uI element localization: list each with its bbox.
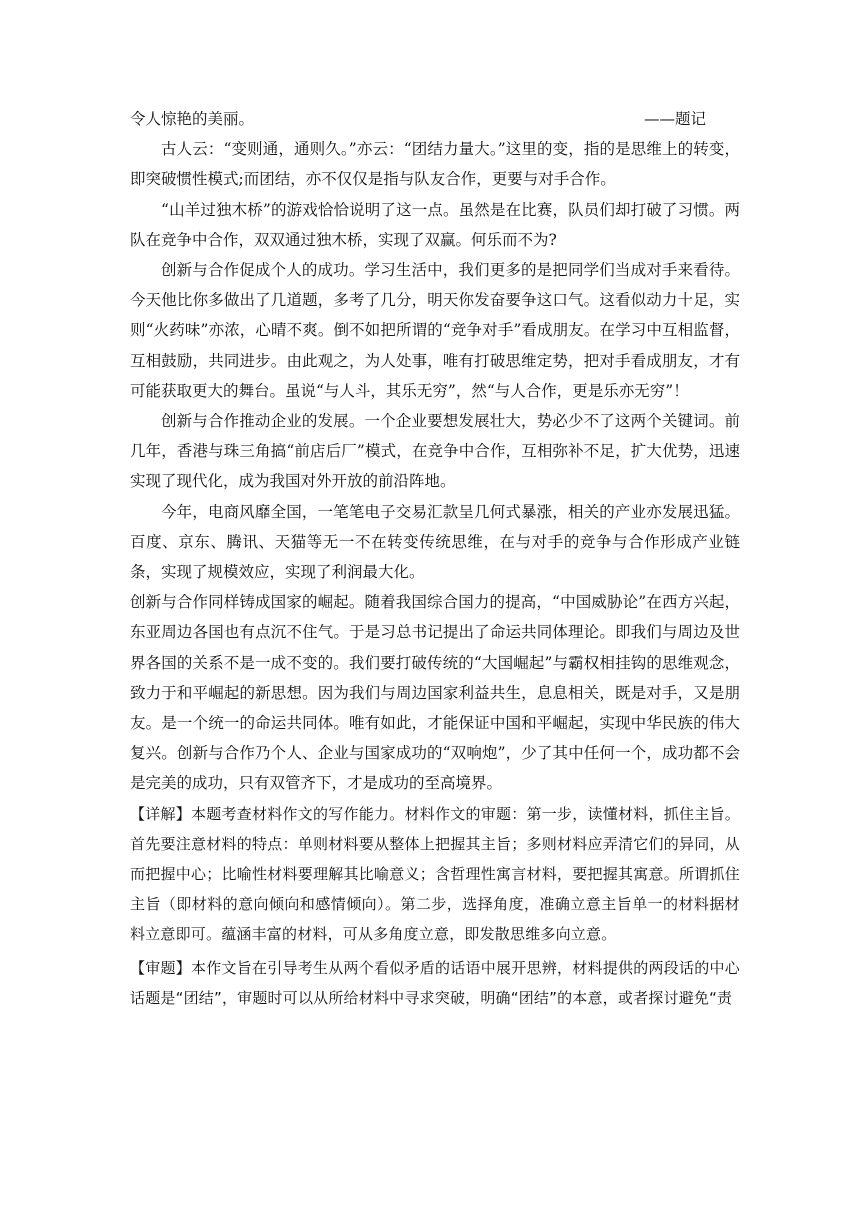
essay-paragraph: 今年，电商风靡全国，一笔笔电子交易汇款呈几何式暴涨，相关的产业亦发展迅猛。百度、京东、腾讯、天猫等无一不在转变传统思维，在与对手的竞争与合作形成产业链条，实现了规模效应，实现了利润最大化。 [130, 502, 740, 582]
detail-analysis-paragraph: 【详解】本题考查材料作文的写作能力。材料作文的审题：第一步，读懂材料，抓住主旨。首先要注意材料的特点：单则材料要从整体上把握其主旨；多则材料应弄清它们的异同，从而把握中心；比喻性材料要理解其比喻意义；含哲理性寓言材料，要把握其寓意。所谓抓住主旨（即材料的意向倾向和感情倾向）。第二步，选择角度，准确立意主旨单一的材料据材料立意即可。蕴涵丰富的材料，可从多角度立意，即发散思维多向立意。 [130, 804, 740, 944]
document-body [130, 104, 740, 1013]
epigraph-signature: ——题记 [643, 110, 706, 128]
epigraph-closing-line [130, 104, 740, 134]
essay-paragraph-unindented: 创新与合作同样铸成国家的崛起。随着我国综合国力的提高，“中国威胁论”在西方兴起，东亚周边各国也有点沉不住气。于是习总书记提出了命运共同体理论。即我们与周边及世界各国的关系不是一成不变的。我们要打破传统的“大国崛起”与霸权相挂钩的思维观念，致力于和平崛起的新思想。因为我们与周边国家利益共生，息息相关，既是对手，又是朋友。是一个统一的命运共同体。唯有如此，才能保证中国和平崛起，实现中华民族的伟大复兴。创新与合作乃个人、企业与国家成功的“双响炮”，少了其中任何一个，成功都不会是完美的成功，只有双管齐下，才是成功的至高境界。 [130, 593, 740, 793]
essay-paragraph: 创新与合作推动企业的发展。一个企业要想发展壮大，势必少不了这两个关键词。前几年，香港与珠三角搞“前店后厂”模式，在竞争中合作，互相弥补不足，扩大优势，迅速实现了现代化，成为我国对外开放的前沿阵地。 [130, 412, 740, 491]
essay-paragraph: “山羊过独木桥”的游戏恰恰说明了这一点。虽然是在比赛，队员们却打破了习惯。两队在竞争中合作，双双通过独木桥，实现了双赢。何乐而不为? [130, 200, 740, 249]
essay-paragraph: 古人云：“变则通，通则久。”亦云：“团结力量大。”这里的变，指的是思维上的转变，即突破惯性模式;而团结，亦不仅仅是指与队友合作，更要与对手合作。 [130, 140, 740, 189]
essay-paragraph: 创新与合作促成个人的成功。学习生活中，我们更多的是把同学们当成对手来看待。今天他比你多做出了几道题，多考了几分，明天你发奋要争这口气。这看似动力十足，实则“火药味”亦浓，心晴不爽。倒不如把所谓的“竞争对手”看成朋友。在学习中互相监督，互相鼓励，共同进步。由此观之，为人处事，唯有打破思维定势，把对手看成朋友，才有可能获取更大的舞台。虽说“与人斗，其乐无穷”，然“与人合作，更是乐亦无穷”！ [130, 261, 740, 400]
epigraph-text: 令人惊艳的美丽。 [130, 110, 255, 128]
topic-review-paragraph: 【审题】本作文旨在引导考生从两个看似矛盾的话语中展开思辨，材料提供的两段话的中心话题是“团结”，审题时可以从所给材料中寻求突破，明确“团结”的本意，或者探讨避免“责 [130, 958, 740, 1007]
